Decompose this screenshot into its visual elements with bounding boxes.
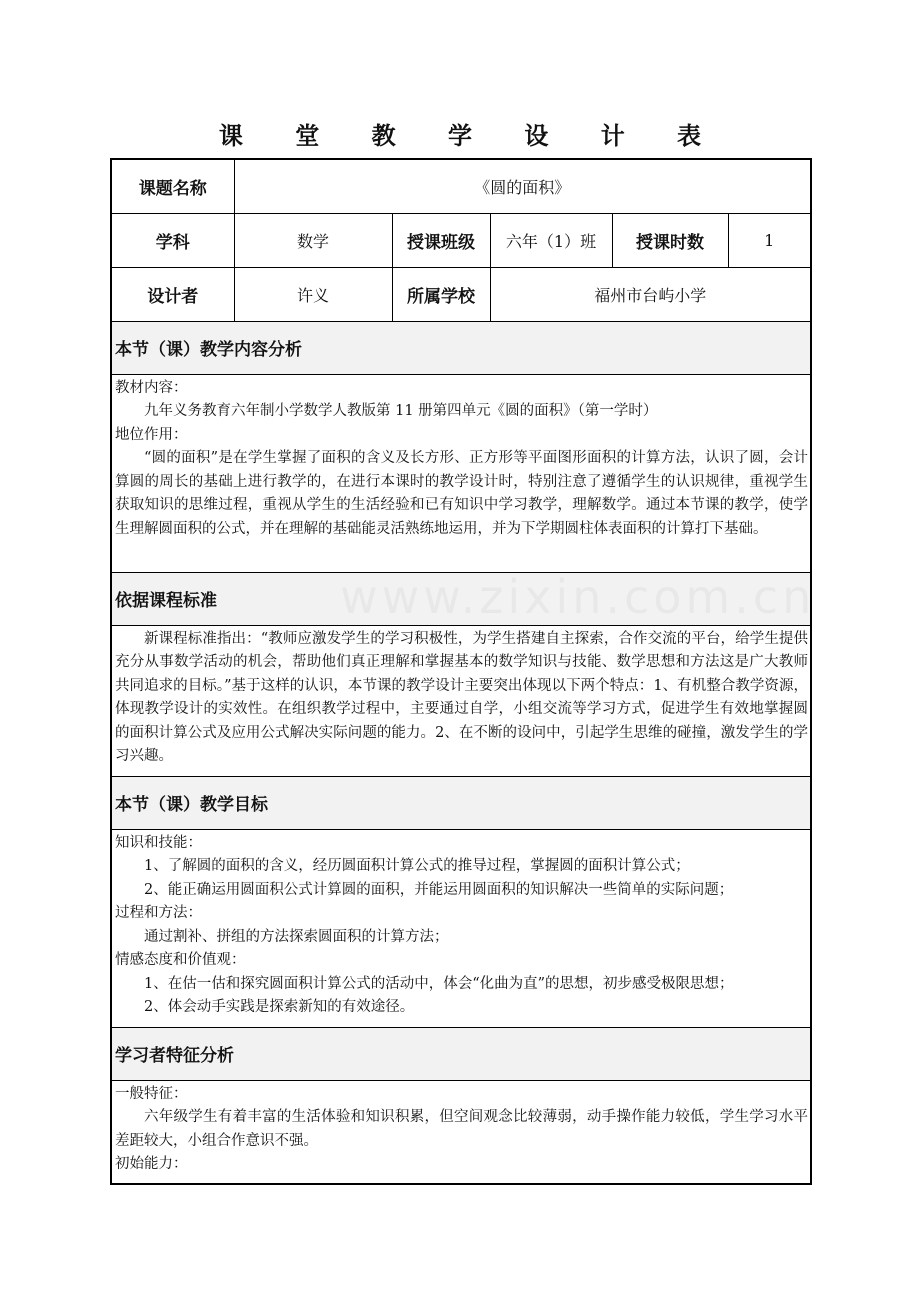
analysis-body: [111, 374, 811, 572]
class-value: 六年（1）班: [490, 213, 612, 267]
goals-line: 2、能正确运用圆面积公式计算圆的面积，并能运用圆面积的知识解决一些简单的实际问题；: [144, 881, 734, 898]
goals-line: 知识和技能：: [115, 834, 202, 851]
goals-heading-row: [111, 776, 811, 829]
goals-body-row: [111, 829, 811, 1027]
goals-body: [111, 829, 811, 1027]
analysis-body-row: [111, 374, 811, 572]
lesson-design-table: [110, 158, 812, 1185]
learners-heading: 学习者特征分析: [111, 1027, 811, 1080]
subject-row: [111, 213, 811, 267]
goals-heading: 本节（课）教学目标: [111, 776, 811, 829]
learners-body: [111, 1080, 811, 1184]
standard-heading-row: [111, 572, 811, 625]
subject-label: 学科: [111, 213, 234, 267]
standard-heading: 依据课程标准: [111, 572, 811, 625]
analysis-heading-row: [111, 321, 811, 374]
goals-line: 情感态度和价值观：: [115, 952, 246, 968]
standard-body-row: [111, 625, 811, 776]
standard-body: [111, 625, 811, 776]
subject-value: 数学: [234, 213, 392, 267]
goals-line: 1、了解圆的面积的含义，经历圆面积计算公式的推导过程，掌握圆的面积计算公式；: [144, 858, 690, 874]
learners-line: 六年级学生有着丰富的生活体验和知识积累，但空间观念比较薄弱，动手操作能力较低，学生学习水平差距较大，小组合作意识不强。: [115, 1109, 809, 1149]
learners-line: 一般特征：: [115, 1085, 188, 1102]
school-label: 所属学校: [392, 267, 490, 321]
goals-line: 2、体会动手实践是探索新知的有效途径。: [144, 999, 415, 1015]
goals-line: 1、在估一估和探究圆面积计算公式的活动中，体会“化曲为直”的思想，初步感受极限思想；: [144, 975, 734, 992]
learners-heading-row: [111, 1027, 811, 1080]
analysis-heading: 本节（课）教学内容分析: [111, 321, 811, 374]
analysis-line: 教材内容：: [115, 379, 188, 396]
school-value: 福州市台屿小学: [490, 267, 811, 321]
goals-line: 过程和方法：: [115, 905, 202, 921]
page-title: 课 堂 教 学 设 计 表: [218, 122, 724, 150]
goals-line: 通过割补、拼组的方法探索圆面积的计算方法；: [144, 928, 449, 945]
topic-label: 课题名称: [111, 159, 234, 213]
hours-value: 1: [728, 213, 811, 267]
designer-label: 设计者: [111, 267, 234, 321]
topic-row: [111, 159, 811, 213]
hours-label: 授课时数: [612, 213, 728, 267]
learners-line: 初始能力：: [115, 1156, 188, 1172]
learners-body-row: [111, 1080, 811, 1184]
designer-row: [111, 267, 811, 321]
class-label: 授课班级: [392, 213, 490, 267]
analysis-line: “圆的面积”是在学生掌握了面积的含义及长方形、正方形等平面图形面积的计算方法，认识了圆，会计算圆的周长的基础上进行教学的，在进行本课时的教学设计时，特别注意了遵循学生的认识规律，重视学生获取知识的思维过程，重视从学生的生活经验和已有知识中学习教学，理解数学。通过本节课的教学，使学生理解圆面积的公式，并在理解的基础能灵活熟练地运用，并为下学期圆柱体表面积的计算打下基础。: [115, 450, 809, 537]
analysis-line: 九年义务教育六年制小学数学人教版第 11 册第四单元《圆的面积》（第一学时）: [144, 403, 658, 419]
standard-line: 新课程标准指出：“教师应激发学生的学习积极性，为学生搭建自主探索，合作交流的平台，给学生提供充分从事数学活动的机会，帮助他们真正理解和掌握基本的数学知识与技能、数学思想和方法这是广大教师共同追求的目标。”基于这样的认识，本节课的教学设计主要突出体现以下两个特点：1、有机整合教学资源，体现教学设计的实效性。在组织教学过程中，主要通过自学，小组交流等学习方式，促进学生有效地掌握圆的面积计算公式及应用公式解决实际问题的能力。2、在不断的设问中，引起学生思维的碰撞，激发学生的学习兴趣。: [115, 630, 809, 764]
designer-value: 许义: [234, 267, 392, 321]
analysis-line: 地位作用：: [115, 426, 188, 443]
topic-value: 《圆的面积》: [234, 159, 811, 213]
